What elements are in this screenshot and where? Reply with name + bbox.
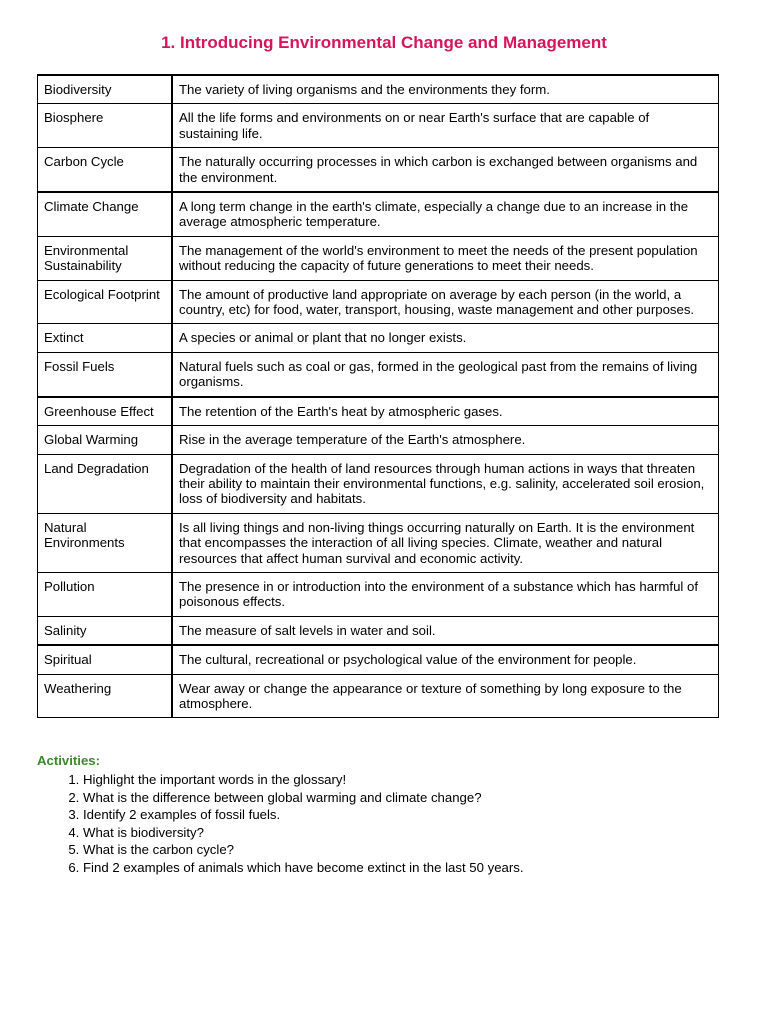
glossary-term: Biodiversity [38,75,173,104]
list-item: 6. Find 2 examples of animals which have become extinct in the last 50 years. [83,859,717,877]
glossary-definition: All the life forms and environments on or near Earth's surface that are capable of sustaining life. [172,104,719,148]
list-item: 2. What is the difference between global warming and climate change? [83,789,717,807]
glossary-definition: The presence in or introduction into the environment of a substance which has harmful of poisonous effects. [172,572,719,616]
table-row [38,397,719,426]
table-row [38,75,719,104]
glossary-definition: The measure of salt levels in water and soil. [172,616,719,645]
glossary-term: Spiritual [38,645,173,674]
glossary-definition: Degradation of the health of land resources through human actions in ways that threaten their ability to maintain their environmental functions, e.g. salinity, accelerated soil erosion, loss of biodiversity and habitats. [172,454,719,513]
table-row [38,572,719,616]
glossary-definition: The retention of the Earth's heat by atmospheric gases. [172,397,719,426]
table-row [38,426,719,454]
table-row [38,148,719,192]
activities-section [37,752,717,877]
list-item: 1. Highlight the important words in the glossary! [83,771,717,789]
glossary-term: Salinity [38,616,173,645]
glossary-term: Climate Change [38,192,173,236]
glossary-definition: The management of the world's environment to meet the needs of the present population without reducing the capacity of future generations to meet their needs. [172,236,719,280]
glossary-body [38,75,719,718]
table-row [38,192,719,236]
glossary-definition: The variety of living organisms and the environments they form. [172,75,719,104]
glossary-definition: Rise in the average temperature of the Earth's atmosphere. [172,426,719,454]
glossary-term: Ecological Footprint [38,280,173,324]
table-row [38,674,719,718]
table-row [38,280,719,324]
table-row [38,616,719,645]
table-row [38,454,719,513]
table-row [38,645,719,674]
list-item: 4. What is biodiversity? [83,824,717,842]
glossary-term: Global Warming [38,426,173,454]
glossary-term: Environmental Sustainability [38,236,173,280]
glossary-definition: The naturally occurring processes in which carbon is exchanged between organisms and the environment. [172,148,719,192]
glossary-definition: The amount of productive land appropriate on average by each person (in the world, a country, etc) for food, water, transport, housing, waste management and other purposes. [172,280,719,324]
table-row [38,513,719,572]
glossary-definition: Wear away or change the appearance or texture of something by long exposure to the atmosphere. [172,674,719,718]
glossary-definition: Is all living things and non-living things occurring naturally on Earth. It is the environment that encompasses the interaction of all living species. Climate, weather and natural resources that affect human survival and economic activity. [172,513,719,572]
page-title: 1. Introducing Environmental Change and Management [161,33,607,52]
glossary-table [37,74,719,718]
activities-list [37,771,717,877]
glossary-definition: Natural fuels such as coal or gas, formed in the geological past from the remains of living organisms. [172,352,719,396]
glossary-term: Weathering [38,674,173,718]
glossary-term: Greenhouse Effect [38,397,173,426]
list-item: 3. Identify 2 examples of fossil fuels. [83,806,717,824]
glossary-term: Land Degradation [38,454,173,513]
list-item: 5. What is the carbon cycle? [83,841,717,859]
glossary-term: Pollution [38,572,173,616]
table-row [38,236,719,280]
table-row [38,104,719,148]
glossary-definition: A long term change in the earth's climate, especially a change due to an increase in the average atmospheric temperature. [172,192,719,236]
glossary-term: Fossil Fuels [38,352,173,396]
glossary-definition: The cultural, recreational or psychological value of the environment for people. [172,645,719,674]
activities-heading: Activities: [37,753,101,768]
glossary-term: Biosphere [38,104,173,148]
glossary-term: Carbon Cycle [38,148,173,192]
table-row [38,352,719,396]
glossary-term: Natural Environments [38,513,173,572]
table-row [38,324,719,352]
glossary-definition: A species or animal or plant that no longer exists. [172,324,719,352]
glossary-term: Extinct [38,324,173,352]
